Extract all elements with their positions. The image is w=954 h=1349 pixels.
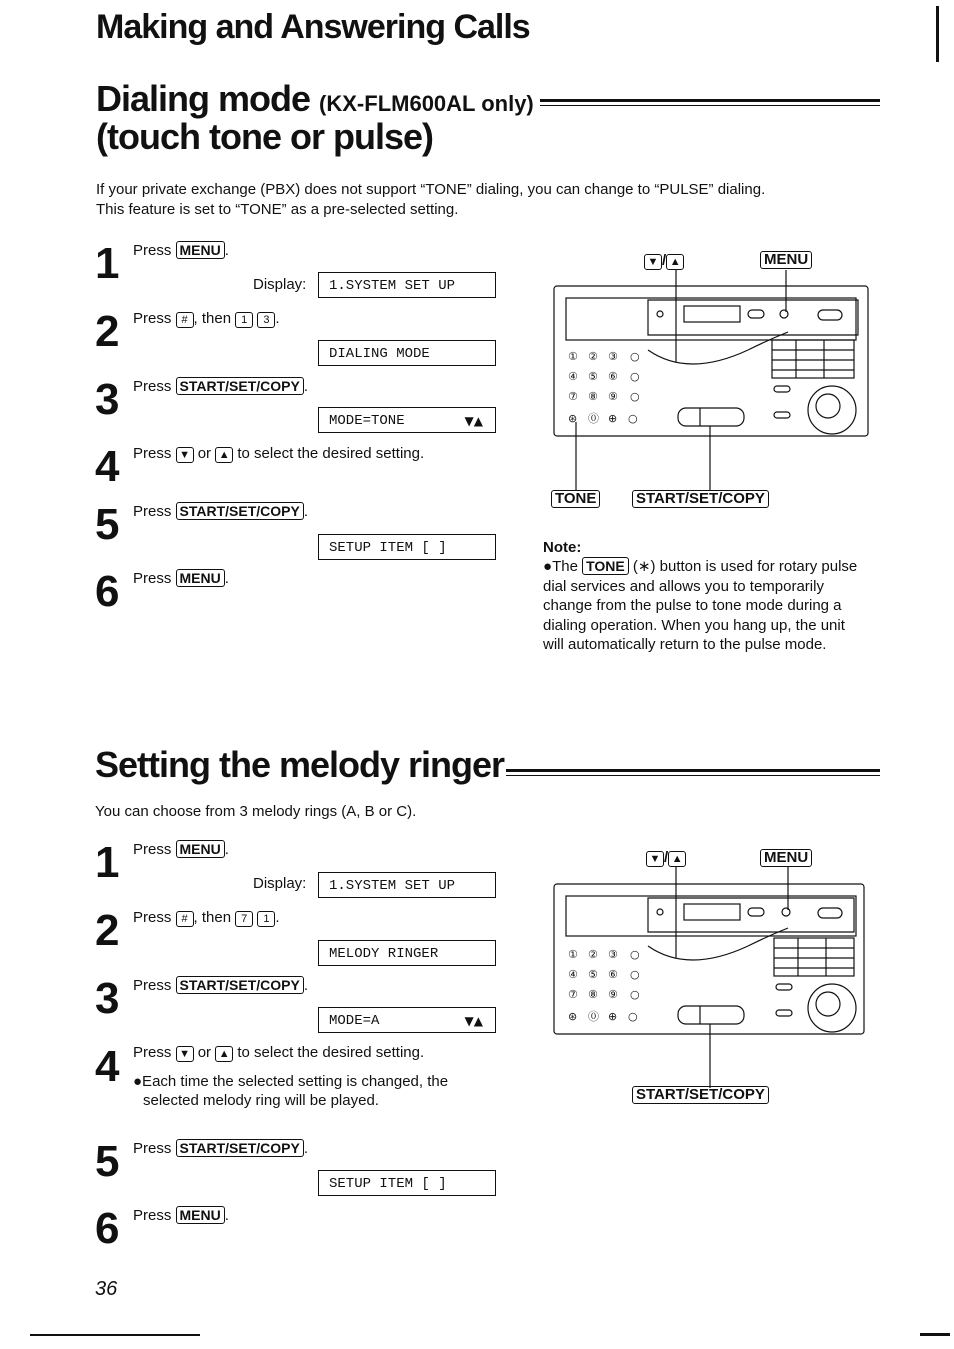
svg-text:○: ○ [628, 412, 638, 425]
s1-step6-number: 6 [95, 567, 120, 616]
s1-step1-end: . [224, 242, 229, 259]
s1-step1-press: Press [133, 242, 172, 259]
svg-text:⑥: ⑥ [608, 968, 618, 981]
menu-key: MENU [176, 840, 225, 858]
s2-step6-number: 6 [95, 1204, 120, 1253]
s2-step1-text [133, 840, 229, 860]
s1-diagram-arrow-keys [644, 252, 684, 270]
s1-step3-text [133, 377, 308, 397]
digit-1-key: 1 [257, 911, 275, 927]
start-set-copy-key: START/SET/COPY [176, 1139, 304, 1157]
s2-lcd-3 [318, 1007, 496, 1033]
one-touch-grid [772, 340, 854, 378]
s1-step4-number: 4 [95, 442, 120, 491]
dial-knob [808, 984, 856, 1032]
s1-diagram-start-label [632, 490, 769, 508]
section1-title-model: (KX-FLM600AL only) [319, 91, 534, 116]
fax-curve [648, 350, 748, 364]
digit-3-key: 3 [257, 312, 275, 328]
s2-step6-end: . [224, 1207, 229, 1224]
svg-text:○: ○ [630, 968, 640, 981]
svg-text:⊛: ⊛ [568, 412, 578, 425]
svg-text:○: ○ [630, 370, 640, 383]
section1-intro-line2: This feature is set to “TONE” as a pre-selected setting. [96, 201, 459, 218]
s1-diagram-tone-label [551, 490, 600, 508]
up-arrow-key: ▲ [215, 447, 233, 463]
s1-step1-number: 1 [95, 239, 120, 288]
s2-step3-number: 3 [95, 974, 120, 1023]
s1-step1-text [133, 241, 229, 261]
page-header-title: Making and Answering Calls [96, 8, 530, 46]
svg-text:⑥: ⑥ [608, 370, 618, 383]
s2-step4-bullet-line1: ●Each time the selected setting is changed, the [133, 1073, 449, 1090]
start-set-copy-button [678, 1006, 744, 1024]
svg-text:①: ① [568, 948, 578, 961]
svg-text:⊕: ⊕ [608, 1010, 618, 1023]
svg-text:②: ② [588, 948, 598, 961]
lcd-arrows-icon: ▼▲ [464, 1014, 483, 1028]
s1-step6-text [133, 569, 229, 589]
s2-diagram-arrow-keys [646, 849, 686, 867]
svg-text:⓪: ⓪ [588, 1010, 599, 1023]
footer-rule-right [920, 1333, 950, 1336]
s1-lcd-4: SETUP ITEM [ ] [318, 534, 496, 560]
tone-key: TONE [551, 490, 600, 508]
s2-step4-number: 4 [95, 1042, 120, 1091]
svg-text:②: ② [588, 350, 598, 363]
svg-text:○: ○ [630, 988, 640, 1001]
svg-text:④: ④ [568, 968, 578, 981]
s2-lcd-4: SETUP ITEM [ ] [318, 1170, 496, 1196]
s1-step3-press: Press [133, 378, 172, 395]
s1-display-label: Display: [253, 276, 307, 293]
s2-step6-press: Press [133, 1207, 172, 1224]
svg-text:⑧: ⑧ [588, 390, 598, 403]
fax-indicator-dot [657, 311, 663, 317]
start-set-copy-key: START/SET/COPY [632, 490, 769, 508]
down-arrow-key: ▼ [176, 1046, 194, 1062]
s2-step3-end: . [303, 977, 308, 994]
s2-lcd-2: MELODY RINGER [318, 940, 496, 966]
svg-text:⑧: ⑧ [588, 988, 598, 1001]
s1-step3-end: . [303, 378, 308, 395]
s2-step1-end: . [224, 841, 229, 858]
svg-text:○: ○ [630, 390, 640, 403]
s1-step5-end: . [303, 503, 308, 520]
section2-title-rule [506, 769, 880, 776]
s2-step6-text [133, 1206, 229, 1226]
svg-text:①: ① [568, 350, 578, 363]
tone-key: TONE [582, 557, 629, 575]
s1-step5-text [133, 502, 308, 522]
s2-step1-press: Press [133, 841, 172, 858]
s2-step4-or: or [197, 1044, 212, 1061]
svg-text:⑦: ⑦ [568, 988, 578, 1001]
section2-title: Setting the melody ringer [95, 744, 505, 785]
hash-key: # [176, 911, 194, 927]
s1-step2-then: , then [193, 310, 232, 327]
s1-step4-text [133, 444, 424, 464]
up-arrow-key: ▲ [666, 254, 684, 270]
section1-title-rule [540, 99, 880, 106]
digit-7-key: 7 [235, 911, 253, 927]
down-arrow-key: ▼ [176, 447, 194, 463]
section1-intro [96, 180, 896, 220]
start-set-copy-button [678, 408, 744, 426]
svg-text:⑤: ⑤ [588, 968, 598, 981]
fax-body-outline [554, 286, 868, 436]
s1-step5-press: Press [133, 503, 172, 520]
s2-step4-press: Press [133, 1044, 172, 1061]
svg-text:○: ○ [628, 1010, 638, 1023]
s1-step2-number: 2 [95, 307, 120, 356]
s2-step3-text [133, 976, 308, 996]
s2-step4-bullet-line2: selected melody ring will be played. [143, 1092, 379, 1109]
s1-step4-rest: to select the desired setting. [237, 445, 425, 462]
lcd-arrows-icon: ▼▲ [464, 414, 483, 428]
s2-step4-rest: to select the desired setting. [237, 1044, 425, 1061]
fax-keypad-1 [568, 350, 640, 425]
fax-lcd-window [684, 306, 740, 322]
s1-step6-end: . [224, 570, 229, 587]
s1-diagram-menu-label [760, 251, 812, 269]
fax-machine-diagram-1 [548, 270, 872, 500]
note-title: Note: [543, 539, 582, 556]
s2-step5-text [133, 1139, 308, 1159]
s1-lcd-1: 1.SYSTEM SET UP [318, 272, 496, 298]
s1-step2-text [133, 309, 280, 329]
s2-step3-press: Press [133, 977, 172, 994]
section2-intro: You can choose from 3 melody rings (A, B or C). [95, 803, 417, 820]
start-set-copy-key: START/SET/COPY [176, 502, 304, 520]
s2-diagram-start-label [632, 1086, 769, 1104]
digit-1-key: 1 [235, 312, 253, 328]
s2-step2-then: , then [193, 909, 232, 926]
s2-step5-press: Press [133, 1140, 172, 1157]
svg-text:⑨: ⑨ [608, 988, 618, 1001]
s1-step6-press: Press [133, 570, 172, 587]
fax-top-panel [566, 896, 856, 936]
s1-step4-press: Press [133, 445, 172, 462]
menu-key: MENU [176, 1206, 225, 1224]
fax-machine-diagram-2 [548, 866, 872, 1090]
s1-step5-number: 5 [95, 500, 120, 549]
section1-title-main: Dialing mode [96, 78, 311, 119]
s2-lcd-1: 1.SYSTEM SET UP [318, 872, 496, 898]
down-arrow-key: ▼ [644, 254, 662, 270]
note-text: (∗) button is used for rotary pulse dial services and allows you to temporarily change from the pulse to tone mode during a dialing operation. When you hang up, the unit will automatically return to the pulse mode. [543, 558, 858, 653]
svg-text:⓪: ⓪ [588, 412, 599, 425]
note-bullet: ● [543, 558, 553, 575]
s2-step2-end: . [275, 909, 280, 926]
section1-title [96, 78, 534, 120]
menu-key: MENU [760, 849, 812, 867]
svg-text:⑨: ⑨ [608, 390, 618, 403]
s1-lcd-3 [318, 407, 496, 433]
s2-step2-text [133, 908, 280, 928]
s2-step2-number: 2 [95, 906, 120, 955]
fax-top-panel [566, 298, 856, 340]
section1-intro-line1: If your private exchange (PBX) does not support “TONE” dialing, you can change to “PULSE” dialing. [96, 181, 766, 198]
s1-step3-number: 3 [95, 375, 120, 424]
s2-step2-press: Press [133, 909, 172, 926]
menu-key: MENU [176, 569, 225, 587]
one-touch-grid [774, 938, 854, 976]
footer-rule-left [30, 1334, 200, 1336]
up-arrow-key: ▲ [215, 1046, 233, 1062]
svg-text:⑤: ⑤ [588, 370, 598, 383]
menu-key: MENU [176, 241, 225, 259]
s2-step1-number: 1 [95, 838, 120, 887]
dial-knob [808, 386, 856, 434]
svg-text:⑦: ⑦ [568, 390, 578, 403]
svg-text:④: ④ [568, 370, 578, 383]
svg-text:③: ③ [608, 350, 618, 363]
note-the: The [552, 558, 578, 575]
s1-step2-end: . [275, 310, 280, 327]
arrow-separator: / [664, 849, 669, 866]
s2-display-label: Display: [253, 875, 307, 892]
fax-display-area [648, 898, 854, 932]
margin-bar [936, 6, 939, 62]
svg-text:○: ○ [630, 948, 640, 961]
start-set-copy-key: START/SET/COPY [632, 1086, 769, 1104]
down-arrow-key: ▼ [646, 851, 664, 867]
up-arrow-key: ▲ [668, 851, 686, 867]
svg-text:⊕: ⊕ [608, 412, 618, 425]
hash-key: # [176, 312, 194, 328]
menu-key: MENU [760, 251, 812, 269]
s1-lcd-2: DIALING MODE [318, 340, 496, 366]
section1-title-line2: (touch tone or pulse) [96, 116, 433, 157]
svg-text:○: ○ [630, 350, 640, 363]
start-set-copy-key: START/SET/COPY [176, 976, 304, 994]
svg-text:⊛: ⊛ [568, 1010, 578, 1023]
s2-step5-end: . [303, 1140, 308, 1157]
s2-step4-text [133, 1043, 424, 1063]
note-body [543, 557, 863, 655]
fax-lcd-window [684, 904, 740, 920]
s1-step4-or: or [197, 445, 212, 462]
s2-step5-number: 5 [95, 1137, 120, 1186]
s1-lcd-3-text: MODE=TONE [329, 413, 405, 429]
page-number: 36 [95, 1278, 118, 1300]
s2-lcd-3-text: MODE=A [329, 1013, 380, 1029]
svg-text:③: ③ [608, 948, 618, 961]
s2-diagram-menu-label [760, 849, 812, 867]
arrow-separator: / [662, 252, 667, 269]
fax-keypad-2 [568, 948, 640, 1023]
s1-step2-press: Press [133, 310, 172, 327]
start-set-copy-key: START/SET/COPY [176, 377, 304, 395]
